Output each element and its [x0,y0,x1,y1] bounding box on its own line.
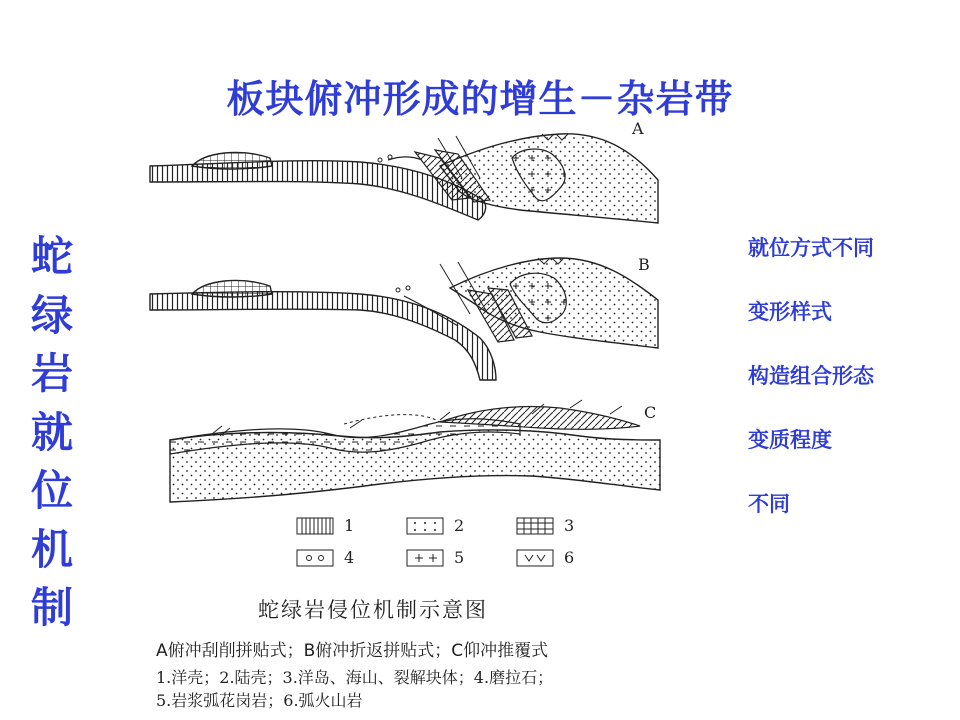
grid-swatch-icon [516,517,554,535]
figure-caption: 蛇绿岩侵位机制示意图 [258,598,488,622]
legend-item-seamount [516,516,574,535]
note-item: 就位方式不同 [748,235,874,260]
page-title: 板块俯冲形成的增生－杂岩带 [226,77,734,121]
side-title-char: 机 [30,524,73,574]
legend-number: 2 [454,516,465,535]
panel-c-section [170,400,660,502]
note-item: 不同 [748,491,790,516]
note-item: 变质程度 [748,427,832,452]
legend-item-granite [406,548,464,567]
legend-number: 6 [564,548,575,567]
legend-item-molasse [296,548,354,567]
panel-a-section [150,134,658,223]
legend-number: 3 [564,516,575,535]
v-marks-swatch-icon [516,549,554,567]
vertical-lines-swatch-icon [296,517,334,535]
legend-item-volcanic [516,548,574,567]
circles-swatch-icon [296,549,334,567]
legend [288,516,608,576]
side-title [22,228,82,638]
note-item: 构造组合形态 [748,363,874,388]
side-title-char: 蛇 [30,232,73,281]
dots-swatch-icon [406,517,444,535]
notes-list [748,232,948,552]
side-title-char: 绿 [30,290,73,340]
panel-label-b: B [638,255,650,274]
panel-label-c: C [644,403,657,422]
legend-item-continental-crust [406,516,464,535]
plus-swatch-icon [406,549,444,567]
note-item: 变形样式 [748,299,832,324]
legend-key-line: 1.洋壳；2.陆壳；3.洋岛、海山、裂解块体；4.磨拉石； [156,668,554,687]
legend-number: 4 [344,548,355,567]
side-title-char: 岩 [30,349,73,398]
panel-b-section [150,258,658,380]
emplacement-modes: A俯冲刮削拼贴式；B俯冲折返拼贴式；C仰冲推覆式 [156,641,549,661]
legend-number: 5 [454,548,465,567]
side-title-char: 制 [30,583,73,632]
legend-item-oceanic-crust [296,516,354,535]
panel-label-a: A [632,119,644,138]
legend-key [156,666,553,712]
cross-section-diagram [140,118,680,508]
legend-key-line: 5.岩浆弧花岗岩；6.弧火山岩 [156,691,363,710]
side-title-char: 就 [30,407,73,457]
side-title-char: 位 [30,466,73,515]
legend-number: 1 [344,516,355,535]
